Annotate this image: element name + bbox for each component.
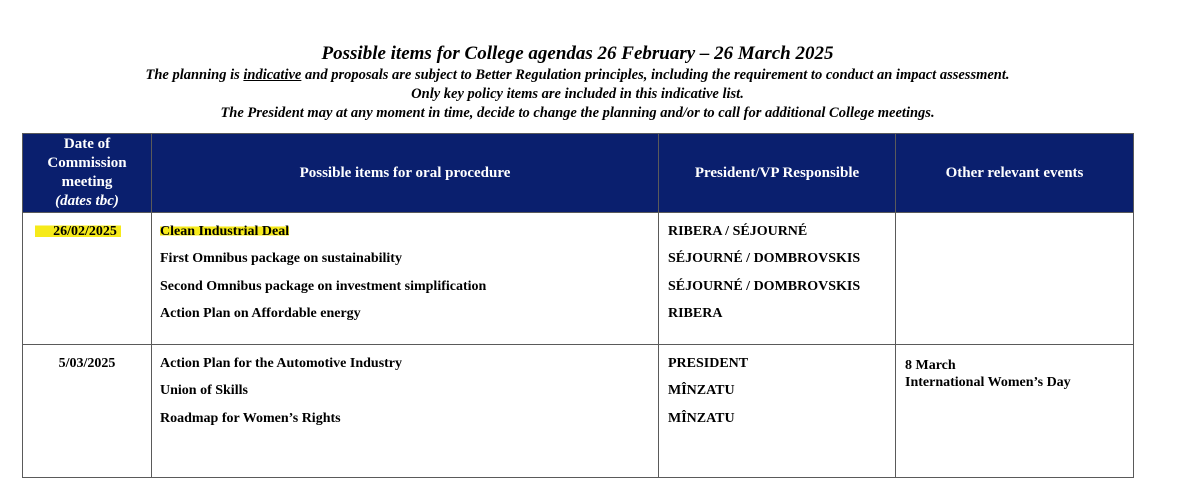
table-row [23, 345, 1134, 478]
meeting-date-cell [23, 213, 152, 345]
agenda-item: Action Plan on Affordable energy [160, 305, 361, 321]
items-cell [152, 345, 659, 478]
date-header-line: meeting [61, 174, 113, 190]
meeting-date: 26/02/2025 [35, 224, 121, 240]
table-header-row [23, 134, 1134, 213]
agenda-item: Second Omnibus package on investment simplification [160, 278, 487, 294]
page-title: Possible items for College agendas 26 February – 26 March 2025 [321, 43, 834, 64]
items-cell [152, 213, 659, 345]
responsible-name: MÎNZATU [668, 383, 735, 399]
column-header-items: Possible items for oral procedure [152, 134, 659, 213]
agenda-item-highlighted: Clean Industrial Deal [160, 224, 290, 239]
table-row [23, 213, 1134, 345]
agenda-item: First Omnibus package on sustainability [160, 251, 402, 267]
disclaimer-line-3: The President may at any moment in time, decide to change the planning and/or to call for additional College meetings. [220, 105, 935, 121]
agenda-item [160, 223, 658, 250]
agenda-item: Action Plan for the Automotive Industry [160, 356, 403, 371]
disclaimer-line-1-start: The planning is [145, 67, 244, 83]
responsible-cell [659, 213, 896, 345]
column-header-responsible: President/VP Responsible [659, 134, 896, 213]
responsible-name: SÉJOURNÉ / DOMBROVSKIS [668, 278, 861, 294]
date-header-line: Commission [47, 155, 127, 171]
events-cell [896, 213, 1134, 345]
responsible-name: MÎNZATU [668, 410, 735, 426]
agenda-item: Roadmap for Women’s Rights [160, 410, 341, 426]
disclaimer-line-2: Only key policy items are included in this indicative list. [411, 86, 744, 102]
column-header-events: Other relevant events [896, 134, 1134, 213]
disclaimer-line-1-end: and proposals are subject to Better Regulation principles, including the requirement to conduct an impact assessment. [301, 67, 1010, 83]
date-header-note: (dates tbc) [55, 193, 119, 209]
indicative-underlined: indicative [243, 67, 302, 83]
event-date: 8 March [905, 358, 956, 373]
responsible-cell [659, 345, 896, 478]
meeting-date: 5/03/2025 [58, 356, 116, 371]
agenda-item: Union of Skills [160, 383, 248, 399]
responsible-name: SÉJOURNÉ / DOMBROVSKIS [668, 251, 861, 267]
responsible-name: PRESIDENT [668, 356, 749, 371]
column-header-date [23, 134, 152, 213]
responsible-name: RIBERA [668, 305, 723, 321]
event-name: International Women’s Day [905, 375, 1071, 390]
responsible-name: RIBERA / SÉJOURNÉ [668, 224, 808, 239]
date-header-line: Date of [63, 136, 111, 152]
meeting-date-cell [23, 345, 152, 478]
agenda-table [22, 133, 1134, 478]
disclaimer-line-1 [0, 67, 1155, 84]
events-cell [896, 345, 1134, 478]
